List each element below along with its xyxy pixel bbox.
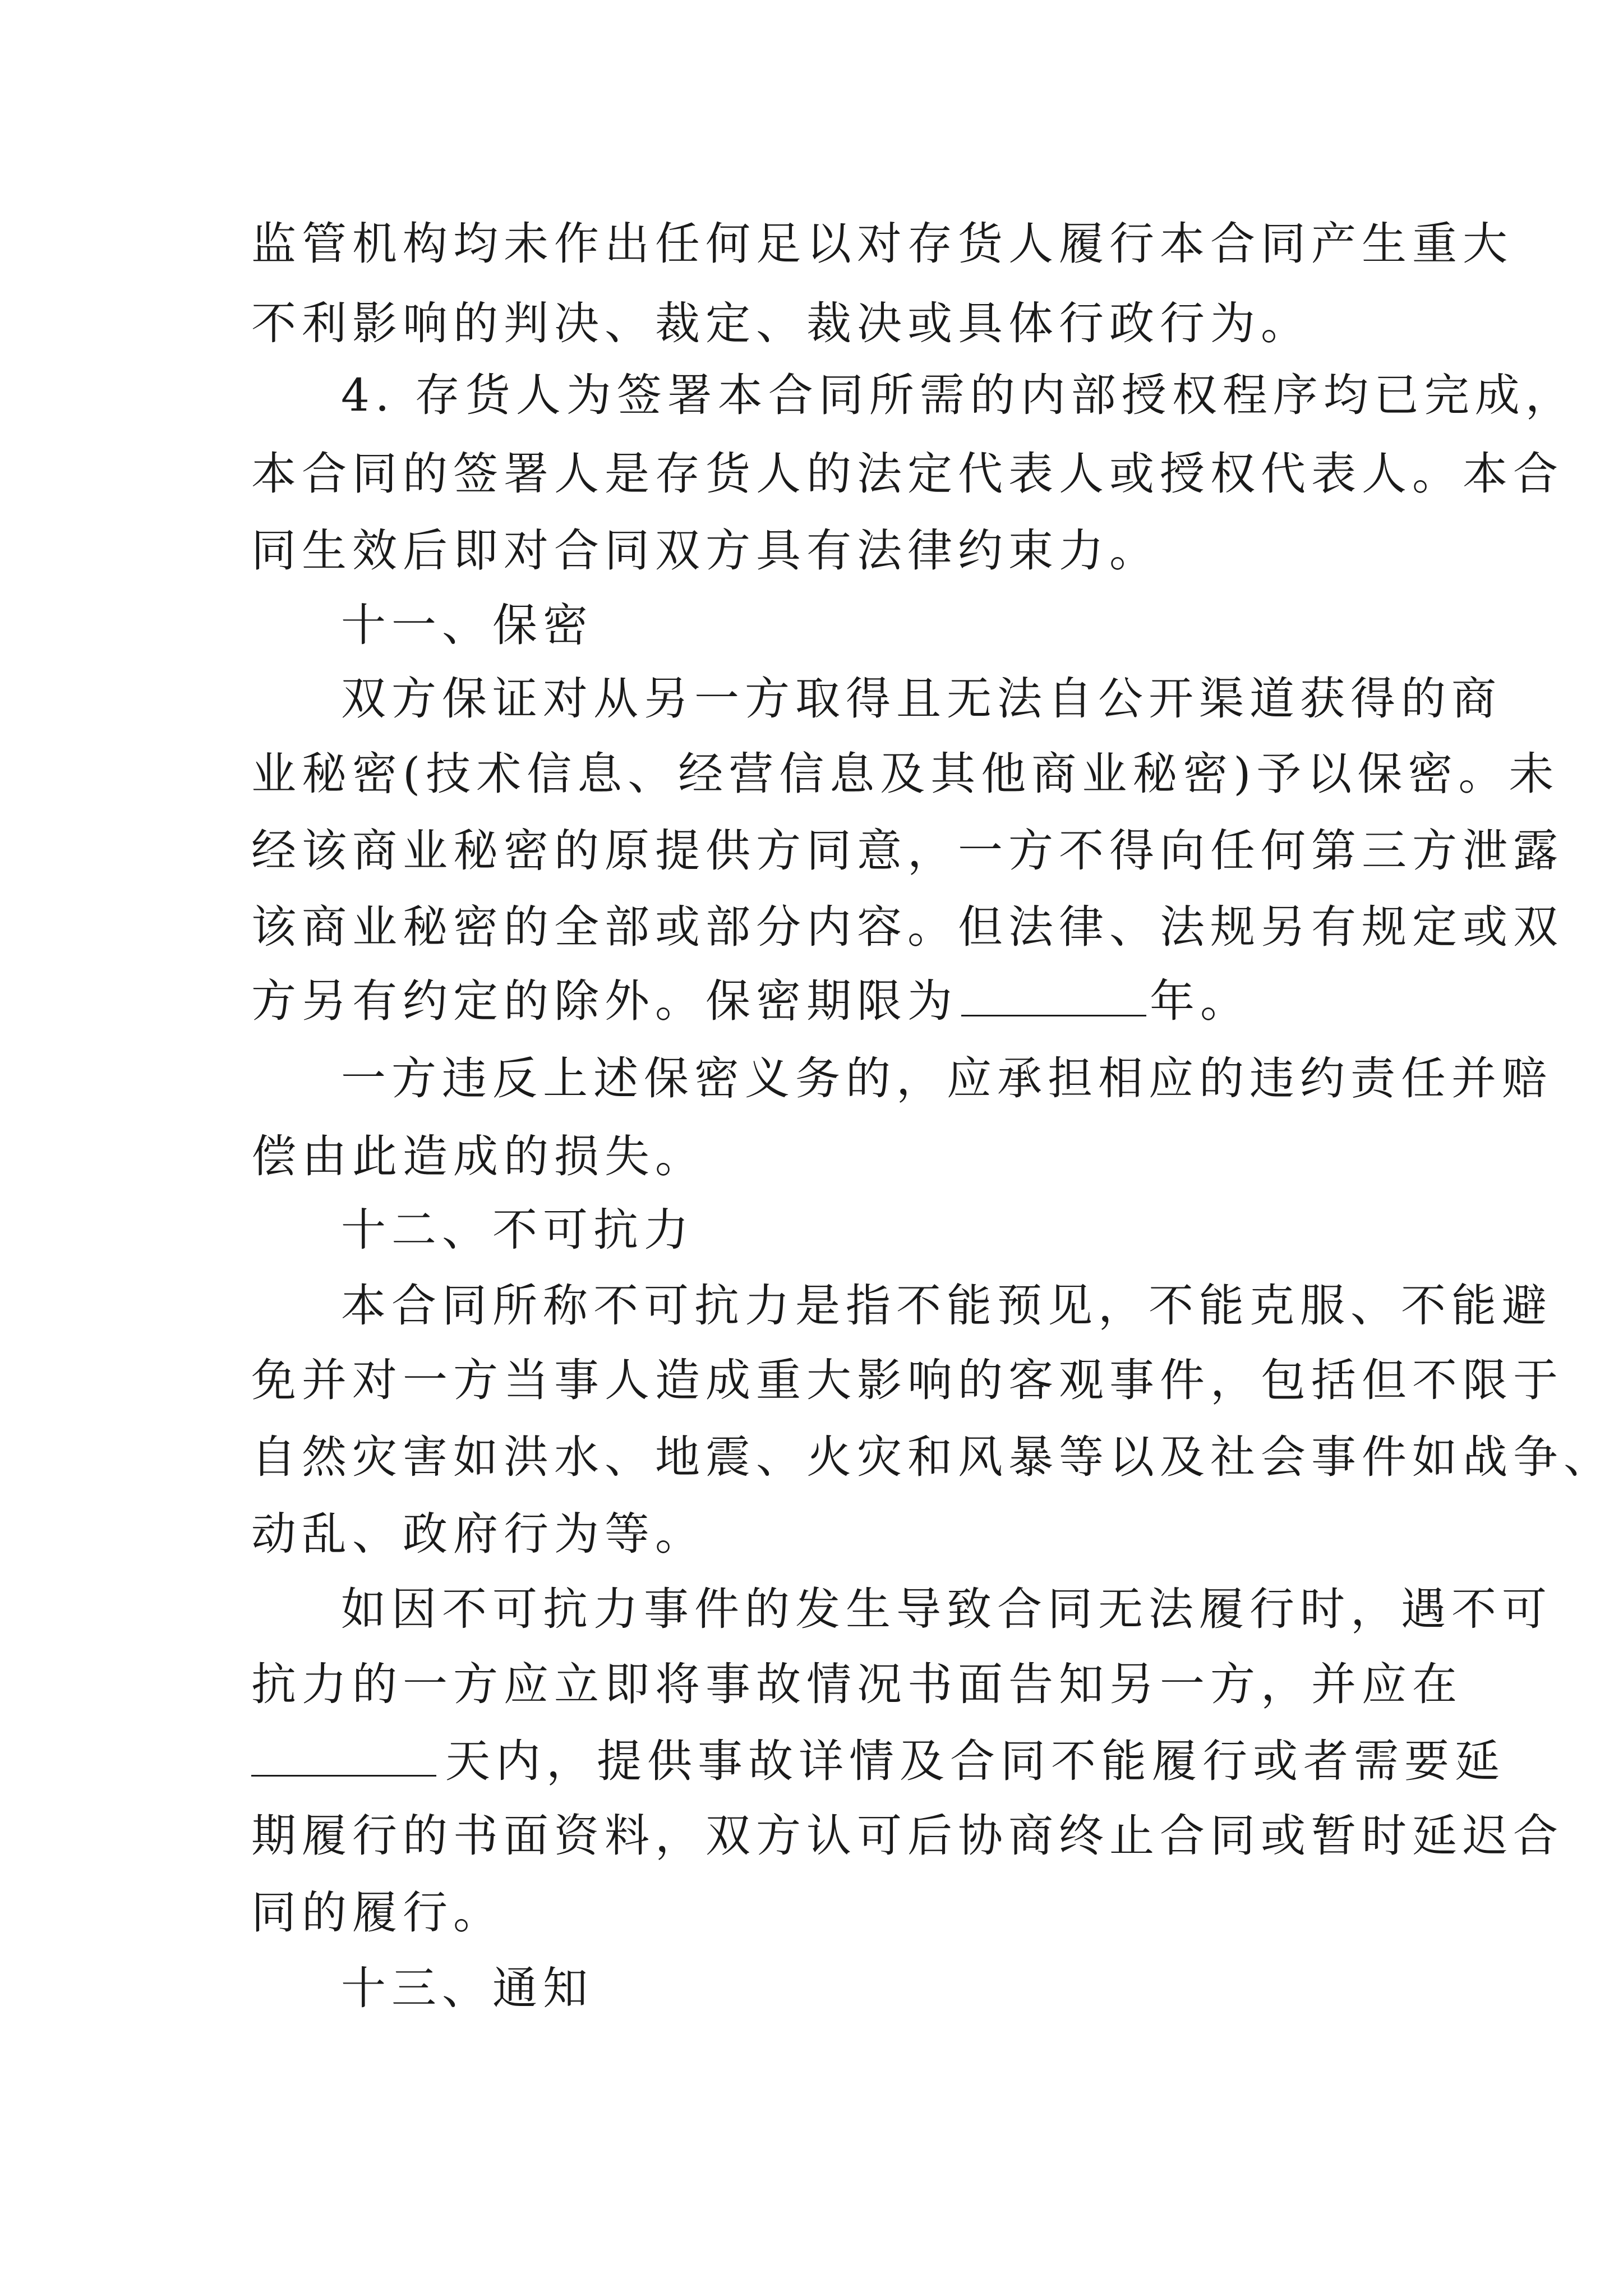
section-heading-notice: 十三、通知 [341,1962,593,2014]
paragraph-line: 不利影响的判决、裁定、裁决或具体行政行为。 [251,297,1311,349]
text-segment: 天内，提供事故详情及合同不能履行或者需要延 [445,1735,1505,1787]
paragraph-line: 抗力的一方应立即将事故情况书面告知另一方，并应在 [251,1658,1463,1710]
paragraph-line: 本合同所称不可抗力是指不能预见，不能克服、不能避 [341,1280,1552,1332]
paragraph-line: 监管机构均未作出任何足以对存货人履行本合同产生重大 [251,218,1513,270]
paragraph-line: 免并对一方当事人造成重大影响的客观事件，包括但不限于 [251,1354,1564,1406]
section-heading-force-majeure: 十二、不可抗力 [341,1204,694,1256]
paragraph-line: 一方违反上述保密义务的，应承担相应的违约责任并赔 [341,1052,1552,1105]
paragraph-line: 该商业秘密的全部或部分内容。但法律、法规另有规定或双 [251,901,1564,953]
paragraph-line: 如因不可抗力事件的发生导致合同无法履行时，遇不可 [341,1583,1552,1635]
paragraph-line: 双方保证对从另一方取得且无法自公开渠道获得的商 [341,673,1502,725]
paragraph-line [251,1733,1505,1789]
paragraph-line: 4. 存货人为签署本合同所需的内部授权程序均已完成， [341,369,1576,421]
blank-confidentiality-years [961,978,1146,1016]
paragraph-line: 自然灾害如洪水、地震、火灾和风暴等以及社会事件如战争、 [251,1431,1614,1483]
paragraph-line: 同生效后即对合同双方具有法律约束力。 [251,524,1160,577]
paragraph-line: 同的履行。 [251,1887,504,1939]
paragraph-line: 偿由此造成的损失。 [251,1130,706,1182]
paragraph-line: 经该商业秘密的原提供方同意，一方不得向任何第三方泄露 [251,825,1564,877]
text-segment: 年。 [1150,975,1251,1027]
paragraph-line: 期履行的书面资料，双方认可后协商终止合同或暂时延迟合 [251,1810,1564,1862]
paragraph-line [251,973,1251,1029]
paragraph-line: 动乱、政府行为等。 [251,1508,706,1560]
paragraph-line: 本合同的签署人是存货人的法定代表人或授权代表人。本合 [251,448,1564,500]
section-heading-confidentiality: 十一、保密 [341,599,593,651]
blank-days [251,1738,436,1777]
text-segment: 方另有约定的除外。保密期限为 [251,975,958,1027]
paragraph-line: 业秘密(技术信息、经营信息及其他商业秘密)予以保密。未 [251,748,1560,800]
